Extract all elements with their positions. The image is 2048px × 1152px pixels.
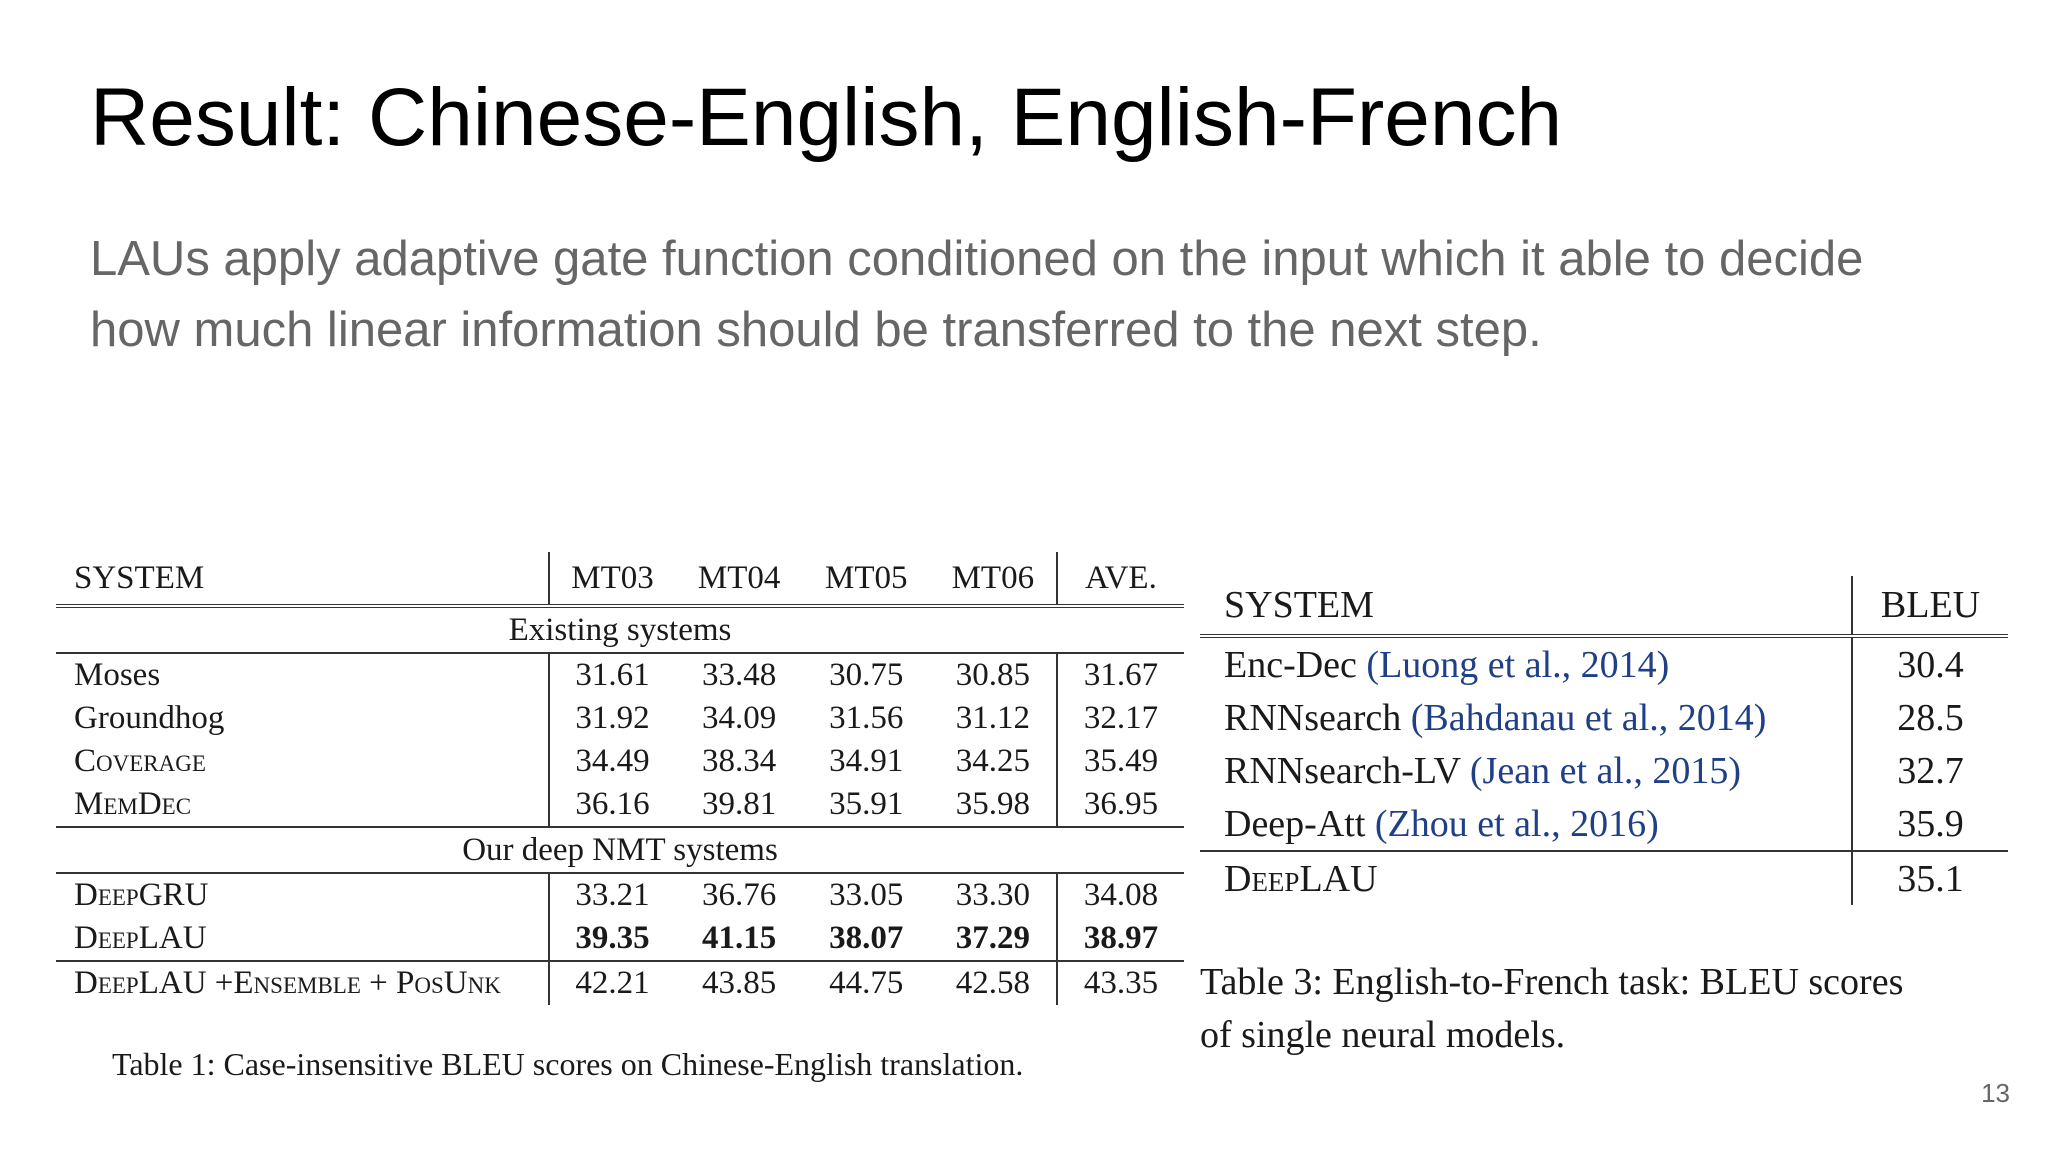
table-row <box>1200 636 2008 691</box>
header-mt06: MT06 <box>930 552 1057 606</box>
row-system <box>1200 636 1852 691</box>
row-system: Moses <box>56 653 549 697</box>
cell-value: 30.4 <box>1897 643 1964 686</box>
cell-value: 34.08 <box>1083 877 1159 913</box>
table-header-row <box>1200 576 2008 636</box>
table-row <box>56 783 1184 827</box>
cell-value: 36.95 <box>1057 783 1184 827</box>
cell-value: 35.91 <box>803 783 930 827</box>
cell-value: 31.56 <box>829 700 904 736</box>
cell-value: 32.7 <box>1897 749 1964 792</box>
row-system: Groundhog <box>56 697 549 740</box>
cell-value: 31.92 <box>575 700 650 736</box>
cell-value: 36.76 <box>702 877 777 913</box>
caption-line: Table 3: English-to-French task: BLEU scores <box>1200 961 1904 1003</box>
slide-title: Result: Chinese-English, English-French <box>90 72 1563 163</box>
cell-value: 39.81 <box>676 783 803 827</box>
system-name: Enc-Dec <box>1224 643 1357 686</box>
row-system <box>1200 797 1852 851</box>
cell-value: 38.34 <box>702 743 777 779</box>
system-name: RNNsearch <box>1224 696 1402 739</box>
cell-value: 38.07 <box>803 917 930 961</box>
cell-value: 35.1 <box>1897 857 1964 900</box>
cell-value: 42.21 <box>575 965 650 1001</box>
system-name: Deep-Att <box>1224 802 1366 845</box>
cell-value: 41.15 <box>676 917 803 961</box>
table-row-best <box>56 917 1184 961</box>
table1-caption: Table 1: Case-insensitive BLEU scores on Chinese-English translation. <box>112 1046 1024 1082</box>
table-row <box>1200 744 2008 797</box>
cell-value: 35.49 <box>1083 743 1159 779</box>
row-system <box>1200 691 1852 744</box>
row-system <box>56 961 549 1005</box>
cell-value: 39.35 <box>549 917 676 961</box>
cell-value: 43.35 <box>1083 965 1159 1001</box>
header-system: SYSTEM <box>1200 576 1852 636</box>
body-line: how much linear information should be transferred to the next step. <box>90 303 1542 357</box>
row-system: DeepGRU <box>56 873 549 917</box>
cell-value: 35.98 <box>930 783 1057 827</box>
chinese-english-results-table <box>56 552 1184 1005</box>
citation-link[interactable]: (Bahdanau et al., 2014) <box>1410 696 1767 739</box>
row-system: DeepLAU <box>56 917 549 961</box>
table-row <box>56 740 1184 783</box>
header-mt03: MT03 <box>549 552 676 606</box>
citation-link[interactable]: (Jean et al., 2015) <box>1469 749 1742 792</box>
cell-value: 35.9 <box>1852 797 2008 851</box>
cell-value: 38.97 <box>1057 917 1184 961</box>
row-system-name: DeepLAU +Ensemble + PosUnk <box>74 965 501 1001</box>
english-french-results-table <box>1200 576 2008 905</box>
body-line: LAUs apply adaptive gate function conditioned on the input which it able to decide <box>90 232 1864 286</box>
cell-value: 42.58 <box>930 961 1057 1005</box>
page-number: 13 <box>1981 1078 2010 1108</box>
cell-value: 31.12 <box>930 697 1057 740</box>
table-row <box>56 653 1184 697</box>
header-bleu: BLEU <box>1852 576 2008 636</box>
citation-link[interactable]: (Luong et al., 2014) <box>1366 643 1670 686</box>
table-row <box>56 697 1184 740</box>
cell-value: 34.09 <box>702 700 777 736</box>
cell-value: 34.91 <box>829 743 904 779</box>
cell-value: 31.61 <box>575 657 650 693</box>
table-row <box>56 873 1184 917</box>
cell-value: 43.85 <box>702 965 777 1001</box>
table-row <box>1200 797 2008 851</box>
slide-body-text <box>90 224 1990 366</box>
section-label: Our deep NMT systems <box>56 827 1184 873</box>
caption-line: of single neural models. <box>1200 1014 1566 1056</box>
cell-value: 28.5 <box>1897 696 1964 739</box>
table-header-row <box>56 552 1184 606</box>
header-system: SYSTEM <box>56 552 549 606</box>
section-row-existing <box>56 606 1184 653</box>
cell-value: 31.67 <box>1083 657 1159 693</box>
cell-value: 34.25 <box>930 740 1057 783</box>
cell-value: 33.30 <box>930 873 1057 917</box>
cell-value: 32.17 <box>1083 700 1159 736</box>
row-system <box>1200 851 1852 905</box>
row-system: Coverage <box>56 740 549 783</box>
table-row <box>1200 691 2008 744</box>
table-row <box>56 961 1184 1005</box>
cell-value: 34.49 <box>575 743 650 779</box>
cell-value: 44.75 <box>829 965 904 1001</box>
section-label: Existing systems <box>56 606 1184 653</box>
cell-value: 33.48 <box>702 657 777 693</box>
system-name: DeepLAU <box>1224 857 1378 900</box>
cell-value: 37.29 <box>930 917 1057 961</box>
cell-value: 30.85 <box>930 653 1057 697</box>
row-system <box>1200 744 1852 797</box>
cell-value: 33.21 <box>575 877 650 913</box>
header-mt04: MT04 <box>676 552 803 606</box>
header-mt05: MT05 <box>803 552 930 606</box>
section-row-ours <box>56 827 1184 873</box>
cell-value: 36.16 <box>549 783 676 827</box>
table-row <box>1200 851 2008 905</box>
cell-value: 33.05 <box>829 877 904 913</box>
cell-value: 30.75 <box>829 657 904 693</box>
header-average: AVE. <box>1057 552 1184 606</box>
row-system: MemDec <box>56 783 549 827</box>
system-name: RNNsearch-LV <box>1224 749 1461 792</box>
table3-caption <box>1200 956 2020 1062</box>
citation-link[interactable]: (Zhou et al., 2016) <box>1374 802 1659 845</box>
